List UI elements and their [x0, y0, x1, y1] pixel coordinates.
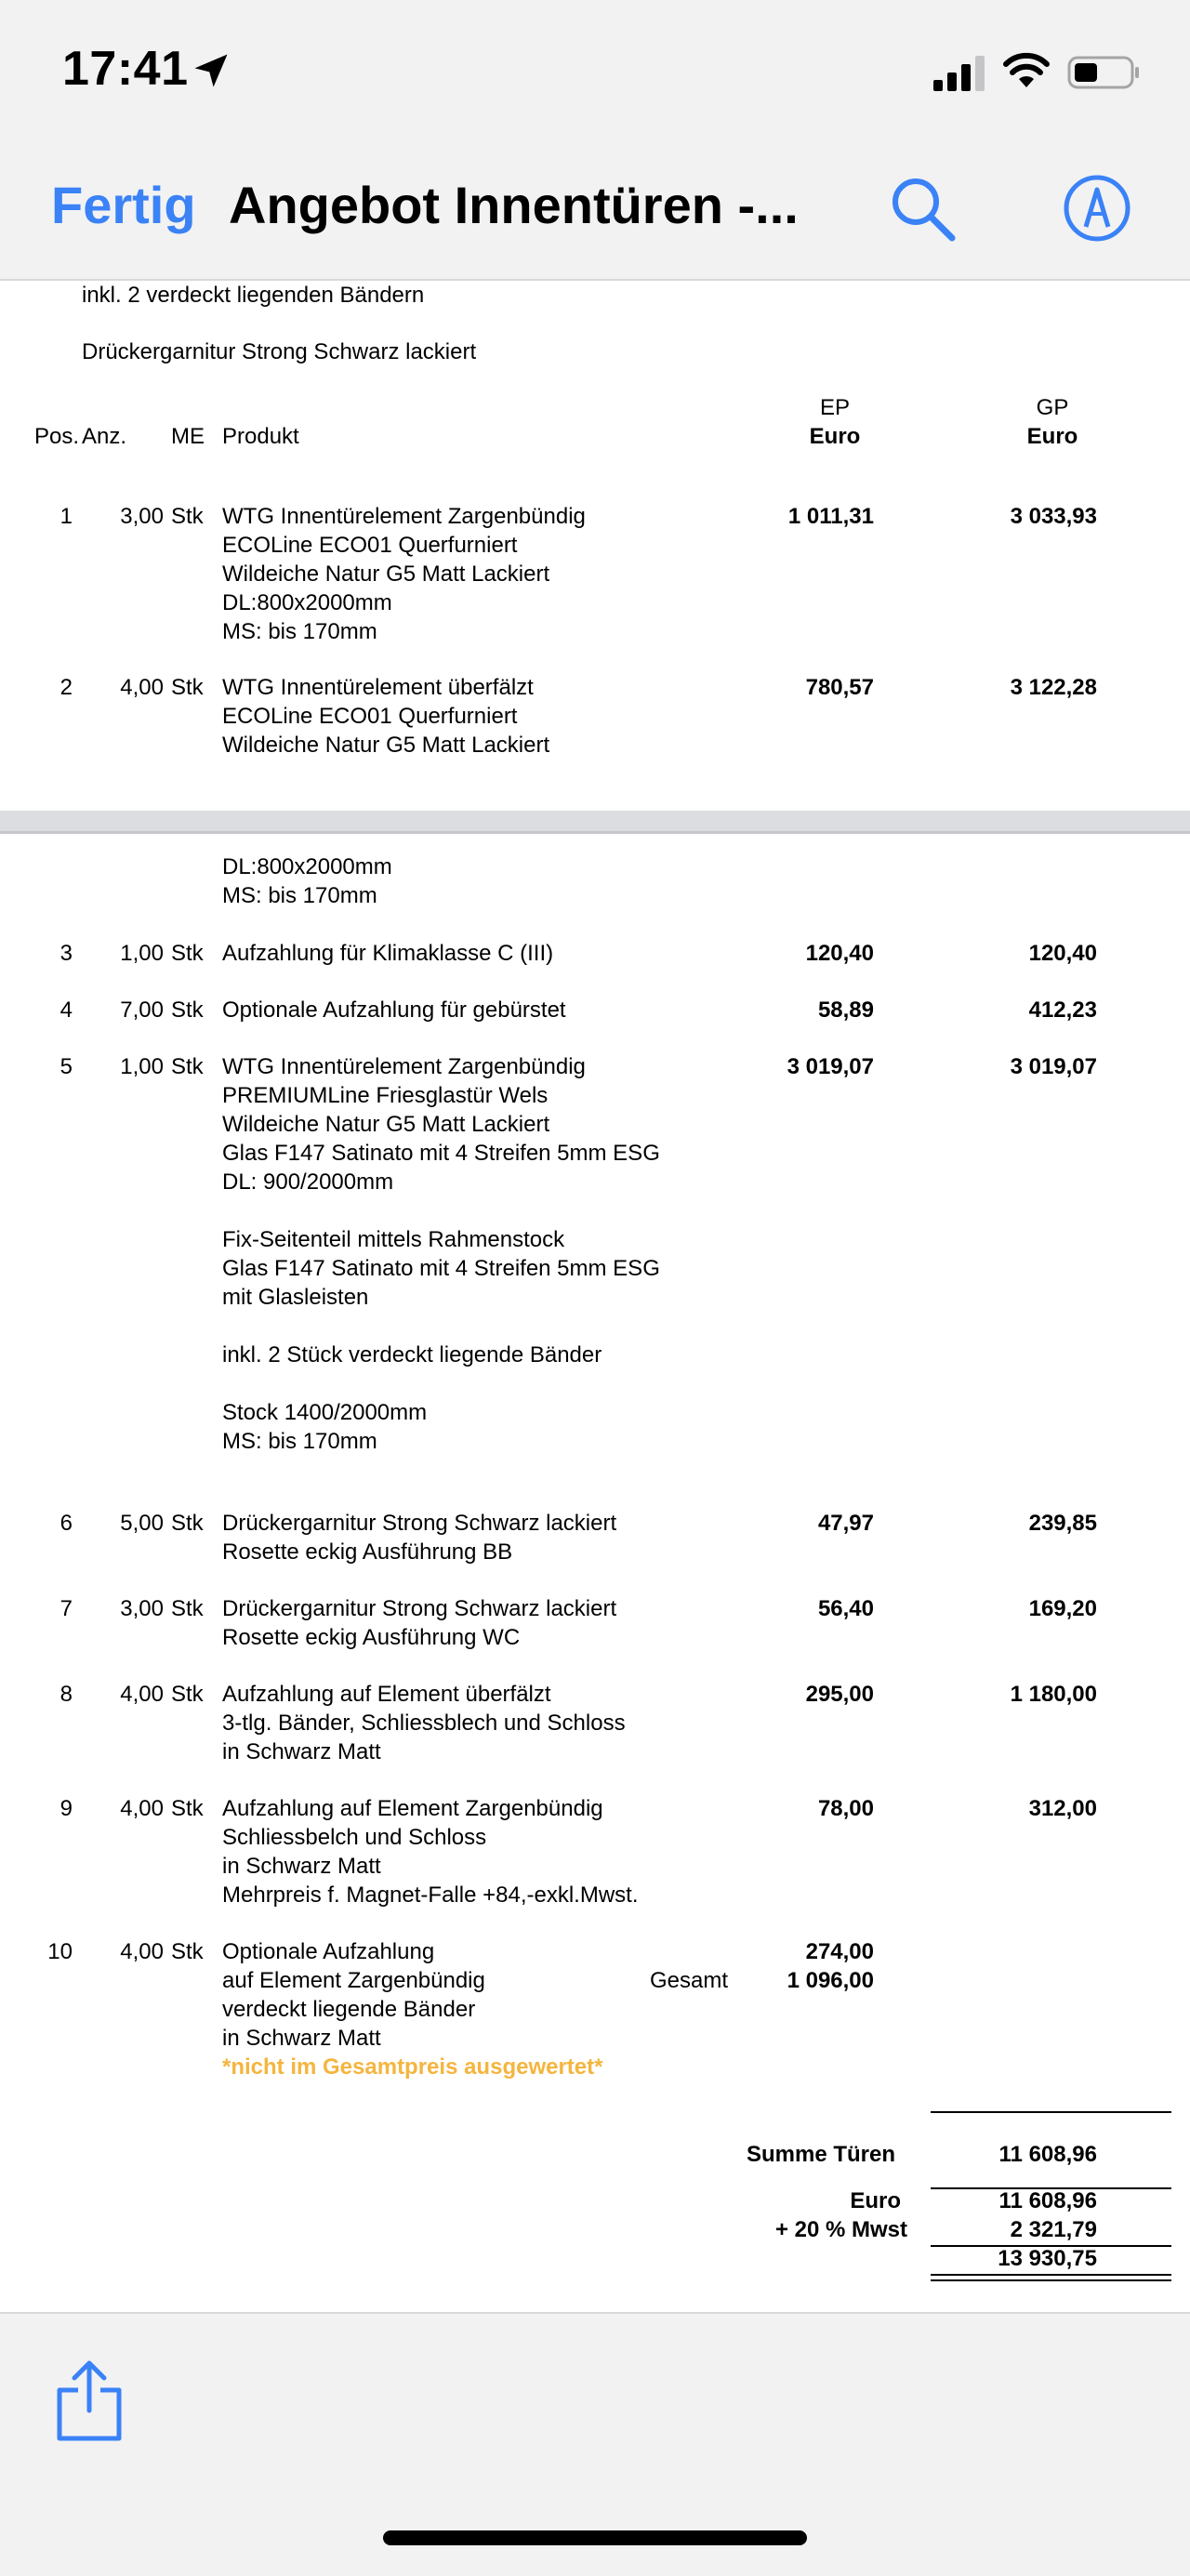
text-line: Drückergarnitur Strong Schwarz lackiert — [82, 339, 477, 364]
item-ep: 56,40 — [817, 1596, 874, 1621]
item-desc-line: Optionale Aufzahlung — [222, 1939, 435, 1964]
mwst-value: 2 321,79 — [1010, 2217, 1097, 2242]
column-header-pos: Pos. — [34, 424, 80, 449]
item-desc-line: ECOLine ECO01 Querfurniert — [222, 533, 518, 558]
signal-icon — [932, 54, 989, 93]
item-desc-line: in Schwarz Matt — [222, 1854, 381, 1879]
item-gp: 3 019,07 — [1010, 1054, 1097, 1079]
item-ep: 47,97 — [817, 1511, 874, 1536]
item-desc-line: inkl. 2 Stück verdeckt liegende Bänder — [222, 1342, 602, 1367]
item-ep: 58,89 — [817, 997, 874, 1023]
item-gp: 3 122,28 — [1010, 675, 1097, 700]
totals-double-rule — [931, 2274, 1171, 2276]
item-anz: 1,00 — [120, 941, 164, 966]
item-ep: 78,00 — [817, 1796, 874, 1821]
item-desc-line: MS: bis 170mm — [222, 883, 377, 908]
item-gp: 239,85 — [1028, 1511, 1097, 1536]
markup-icon[interactable] — [1062, 173, 1132, 244]
item-desc-line: in Schwarz Matt — [222, 1739, 381, 1764]
item-ep: 274,00 — [805, 1939, 874, 1964]
item-me: Stk — [171, 1939, 204, 1964]
item-desc-line: WTG Innentürelement Zargenbündig — [222, 504, 586, 529]
item-desc-line: Glas F147 Satinato mit 4 Streifen 5mm ESG — [222, 1141, 660, 1166]
column-header-anz: Anz. — [82, 424, 127, 449]
share-icon[interactable] — [54, 2358, 125, 2442]
item-me: Stk — [171, 1596, 204, 1621]
item-me: Stk — [171, 941, 204, 966]
item-desc-line: mit Glasleisten — [222, 1285, 369, 1310]
document-title: Angebot Innentüren -... — [229, 176, 799, 234]
item-me: Stk — [171, 1511, 204, 1536]
euro-value: 11 608,96 — [998, 2188, 1097, 2213]
item-desc-line: in Schwarz Matt — [222, 2026, 381, 2051]
toolbar-divider — [0, 2312, 1190, 2314]
item-pos: 5 — [60, 1054, 73, 1079]
status-bar — [0, 0, 1190, 139]
item-ep: 1 011,31 — [787, 504, 874, 529]
item-desc-line: Stock 1400/2000mm — [222, 1400, 428, 1425]
item-desc-line: Optionale Aufzahlung für gebürstet — [222, 997, 566, 1023]
summe-value: 11 608,96 — [998, 2142, 1097, 2167]
item-desc-line: Glas F147 Satinato mit 4 Streifen 5mm ESG — [222, 1256, 660, 1281]
item-pos: 3 — [60, 941, 73, 966]
item-anz: 4,00 — [120, 1796, 164, 1821]
item-pos: 8 — [60, 1682, 73, 1707]
item-anz: 4,00 — [120, 1682, 164, 1707]
item-anz: 4,00 — [120, 675, 164, 700]
item-ep: 120,40 — [805, 941, 874, 966]
home-indicator[interactable] — [383, 2530, 807, 2545]
item-pos: 1 — [60, 504, 73, 529]
item-gp: 412,23 — [1028, 997, 1097, 1023]
item-ep: 295,00 — [805, 1682, 874, 1707]
summe-label: Summe Türen — [746, 2142, 895, 2167]
item-note: *nicht im Gesamtpreis ausgewertet* — [222, 2054, 603, 2080]
item-desc-line: PREMIUMLine Friesglastür Wels — [222, 1083, 549, 1108]
column-header-gp: GP — [1036, 395, 1069, 420]
item-me: Stk — [171, 1054, 204, 1079]
item-pos: 6 — [60, 1511, 73, 1536]
total-value: 13 930,75 — [998, 2246, 1097, 2271]
item-me: Stk — [171, 997, 204, 1023]
item-desc-line: DL: 900/2000mm — [222, 1169, 394, 1195]
item-anz: 3,00 — [120, 1596, 164, 1621]
item-gp: 169,20 — [1028, 1596, 1097, 1621]
item-anz: 4,00 — [120, 1939, 164, 1964]
item-desc-line: auf Element Zargenbündig — [222, 1968, 485, 1993]
battery-icon — [1067, 54, 1142, 91]
document-page-1 — [0, 281, 1190, 811]
item-desc-line: DL:800x2000mm — [222, 854, 392, 879]
nav-bar — [0, 149, 1190, 279]
item-pos: 2 — [60, 675, 73, 700]
item-desc-line: WTG Innentürelement überfälzt — [222, 675, 534, 700]
item-me: Stk — [171, 675, 204, 700]
mwst-label: + 20 % Mwst — [774, 2217, 907, 2242]
item-desc-line: Rosette eckig Ausführung WC — [222, 1625, 521, 1650]
item-desc-line: Drückergarnitur Strong Schwarz lackiert — [222, 1596, 617, 1621]
location-arrow-icon — [192, 51, 231, 90]
item-pos: 4 — [60, 997, 73, 1023]
item-desc-line: MS: bis 170mm — [222, 619, 377, 644]
column-header-ep: EP — [819, 395, 850, 420]
item-desc-line: verdeckt liegende Bänder — [222, 1997, 476, 2022]
item-desc-line: DL:800x2000mm — [222, 590, 392, 615]
totals-double-rule — [931, 2279, 1171, 2281]
item-me: Stk — [171, 1682, 204, 1707]
item-anz: 5,00 — [120, 1511, 164, 1536]
page-gap — [0, 811, 1190, 831]
item-desc-line: Drückergarnitur Strong Schwarz lackiert — [222, 1511, 617, 1536]
wifi-icon — [1002, 50, 1051, 89]
document-page-2 — [0, 834, 1190, 2312]
item-desc-line: Wildeiche Natur G5 Matt Lackiert — [222, 1112, 550, 1137]
item-gp: 3 033,93 — [1010, 504, 1097, 529]
item-desc-line: Aufzahlung auf Element überfälzt — [222, 1682, 551, 1707]
item-gp: 120,40 — [1028, 941, 1097, 966]
done-button[interactable]: Fertig — [51, 176, 196, 234]
item-ep: 3 019,07 — [787, 1054, 874, 1079]
item-pos: 7 — [60, 1596, 73, 1621]
item-desc-line: Rosette eckig Ausführung BB — [222, 1539, 513, 1565]
item-gp: 312,00 — [1028, 1796, 1097, 1821]
item-desc-line: Wildeiche Natur G5 Matt Lackiert — [222, 733, 550, 758]
item-desc-line: Wildeiche Natur G5 Matt Lackiert — [222, 561, 550, 587]
column-header-produkt: Produkt — [222, 424, 299, 449]
item-desc-line: Schliessbelch und Schloss — [222, 1825, 487, 1850]
search-icon[interactable] — [887, 173, 958, 244]
totals-rule — [931, 2111, 1171, 2113]
column-header-gp-unit: Euro — [1026, 424, 1078, 449]
column-header-ep-unit: Euro — [809, 424, 861, 449]
status-time: 17:41 — [62, 42, 189, 96]
item-desc-line: 3-tlg. Bänder, Schliessblech und Schloss — [222, 1711, 626, 1736]
item-anz: 1,00 — [120, 1054, 164, 1079]
item-ep: 780,57 — [805, 675, 874, 700]
text-line: inkl. 2 verdeckt liegenden Bändern — [82, 283, 425, 308]
item-pos: 9 — [60, 1796, 73, 1821]
item-pos: 10 — [47, 1939, 73, 1964]
item-desc-line: WTG Innentürelement Zargenbündig — [222, 1054, 586, 1079]
item-desc-line: Aufzahlung für Klimaklasse C (III) — [222, 941, 554, 966]
euro-label: Euro — [850, 2188, 901, 2213]
item-desc-line: Fix-Seitenteil mittels Rahmenstock — [222, 1227, 565, 1252]
item-desc-line: ECOLine ECO01 Querfurniert — [222, 704, 518, 729]
column-header-me: ME — [171, 424, 205, 449]
item-anz: 3,00 — [120, 504, 164, 529]
item-desc-line: Mehrpreis f. Magnet-Falle +84,-exkl.Mwst. — [222, 1882, 639, 1908]
gesamt-value: 1 096,00 — [787, 1968, 874, 1993]
item-desc-line: Aufzahlung auf Element Zargenbündig — [222, 1796, 603, 1821]
gesamt-label: Gesamt — [650, 1968, 729, 1993]
item-gp: 1 180,00 — [1010, 1682, 1097, 1707]
item-me: Stk — [171, 504, 204, 529]
item-anz: 7,00 — [120, 997, 164, 1023]
item-me: Stk — [171, 1796, 204, 1821]
item-desc-line: MS: bis 170mm — [222, 1429, 377, 1454]
